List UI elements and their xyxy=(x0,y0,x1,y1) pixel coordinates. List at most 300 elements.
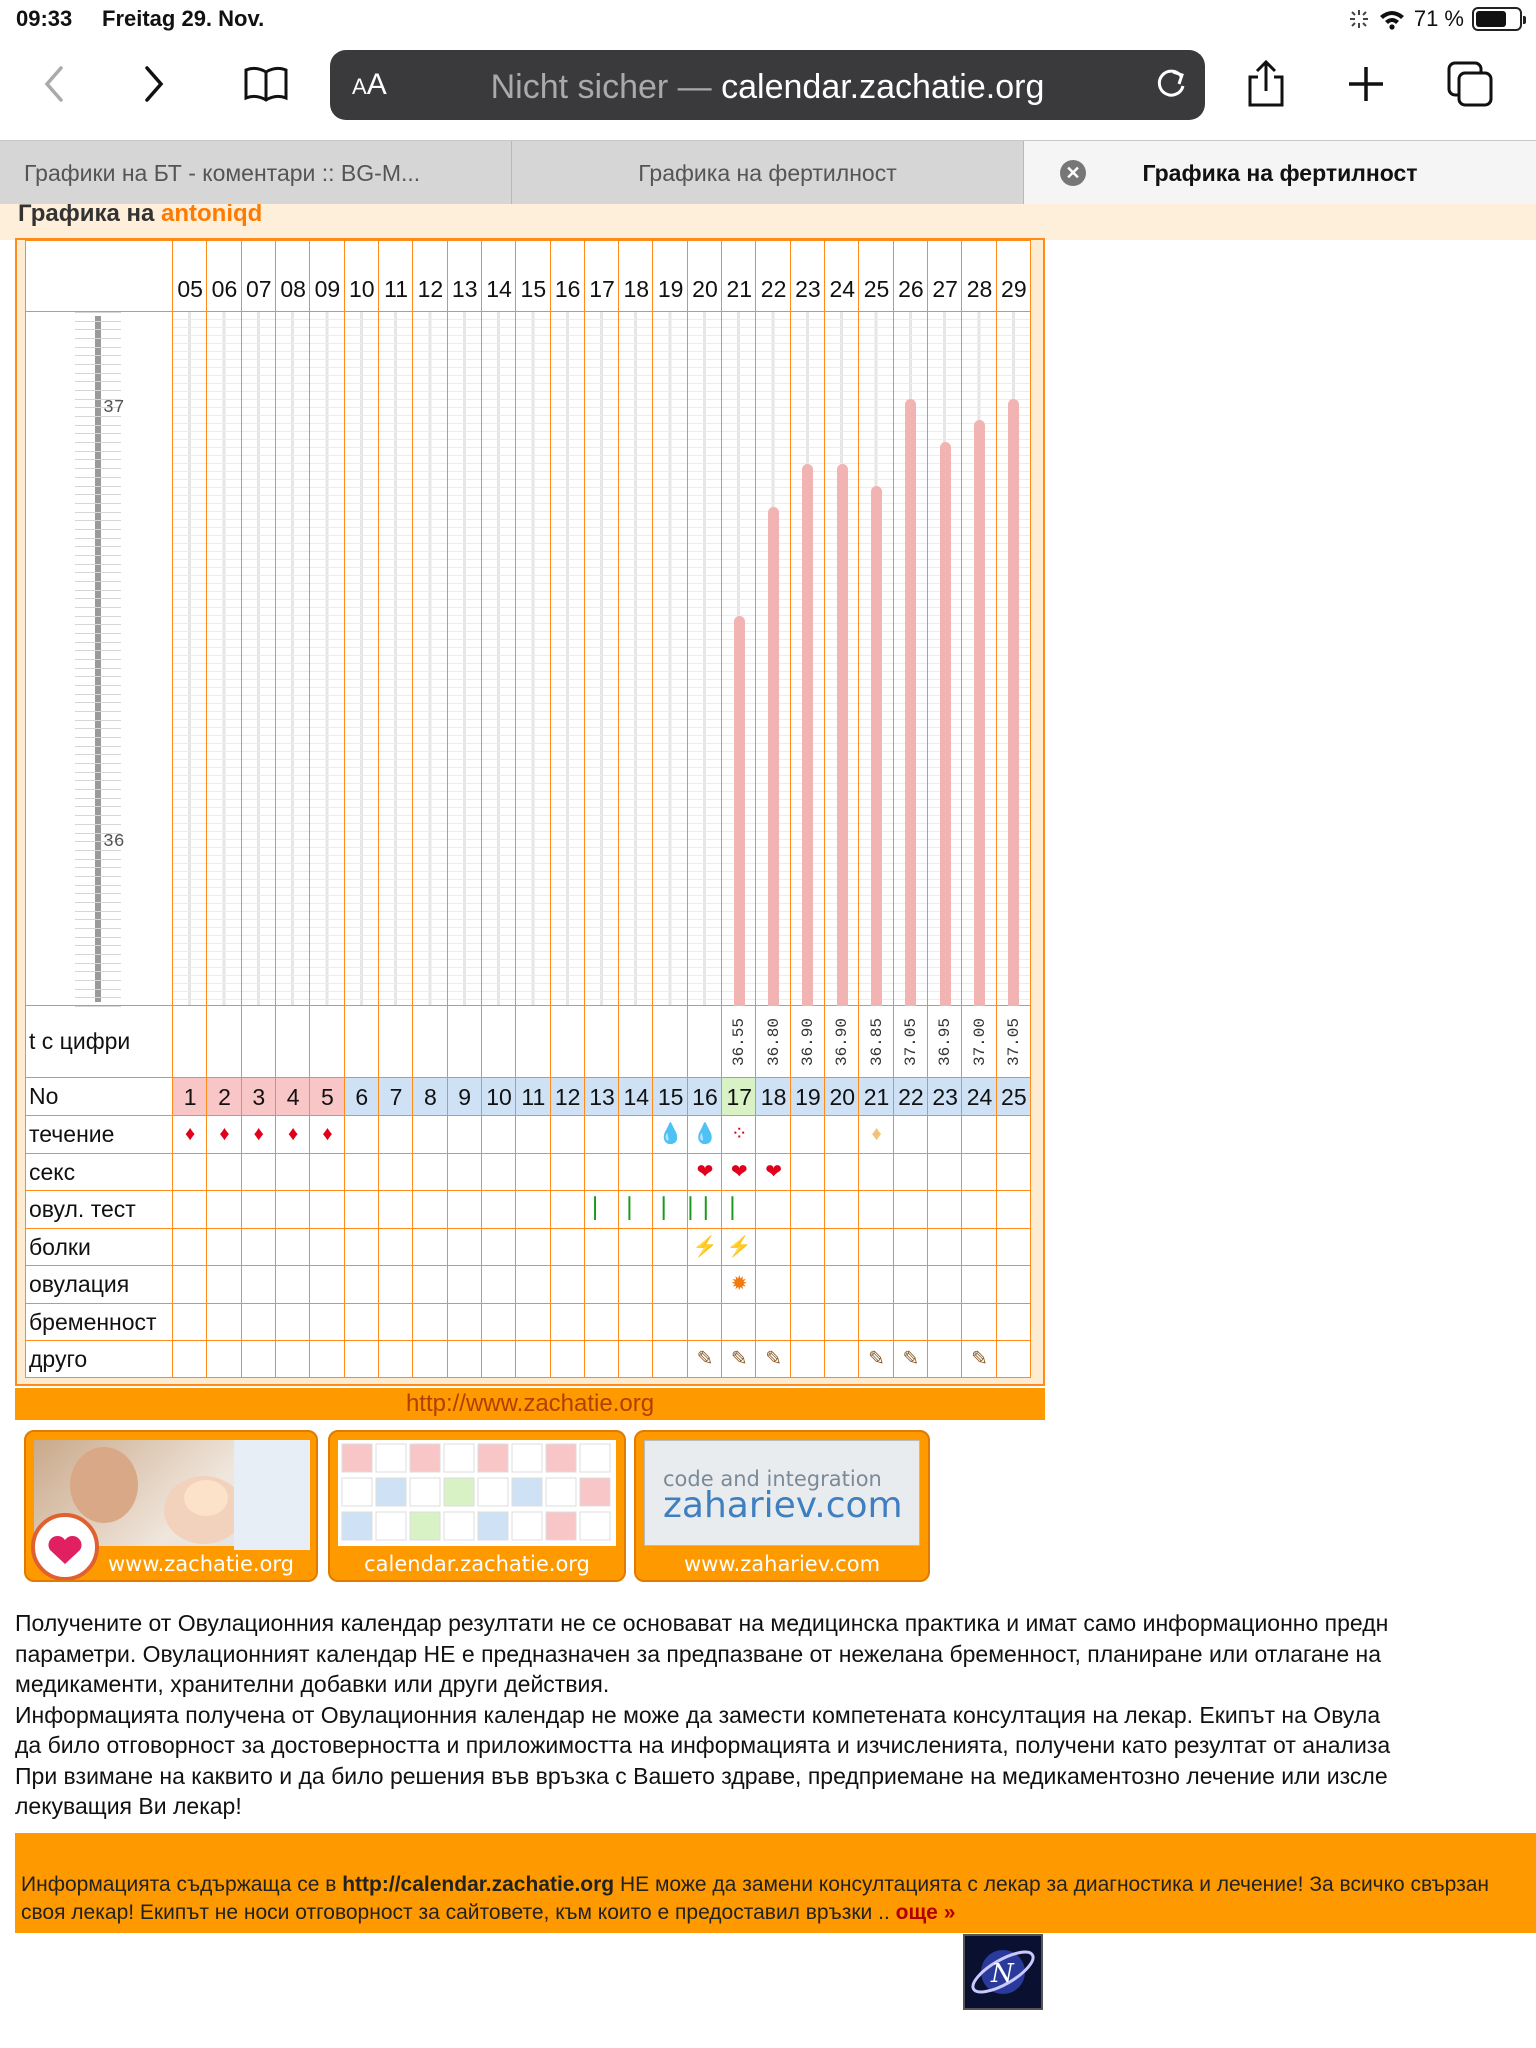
back-button[interactable] xyxy=(24,54,84,114)
flow-cell[interactable] xyxy=(619,1116,653,1154)
scale-tick xyxy=(75,624,121,625)
ovulation-cell[interactable] xyxy=(756,1266,790,1304)
flow-cell[interactable] xyxy=(482,1116,516,1154)
thumb-cell xyxy=(546,1444,576,1472)
other-cell[interactable] xyxy=(413,1341,447,1378)
sex-cell[interactable] xyxy=(207,1154,241,1191)
sex-cell[interactable] xyxy=(894,1154,928,1191)
pregnancy-cell[interactable] xyxy=(756,1304,790,1341)
other-cell[interactable] xyxy=(928,1341,962,1378)
scale-tick xyxy=(75,468,121,469)
sex-cell[interactable] xyxy=(551,1154,585,1191)
chart-cell xyxy=(619,312,653,1006)
tab-fertility-1[interactable] xyxy=(512,141,1024,205)
sex-cell[interactable] xyxy=(173,1154,207,1191)
ovulation-cell[interactable] xyxy=(585,1266,619,1304)
disclaimer-line: лекуващия Ви лекар! xyxy=(15,1793,242,1819)
other-cell[interactable] xyxy=(207,1341,241,1378)
pregnancy-cell[interactable] xyxy=(379,1304,413,1341)
ovulation-cell[interactable] xyxy=(413,1266,447,1304)
cycle-day-number: 5 xyxy=(321,1084,334,1110)
day-label: 10 xyxy=(348,276,375,302)
other-cell[interactable] xyxy=(173,1341,207,1378)
temp-cell[interactable] xyxy=(619,1006,653,1078)
banner-calendar[interactable] xyxy=(328,1430,626,1582)
other-cell[interactable] xyxy=(997,1341,1031,1378)
pregnancy-cell[interactable] xyxy=(619,1304,653,1341)
other-cell[interactable] xyxy=(585,1341,619,1378)
pain-cell[interactable] xyxy=(516,1229,550,1266)
scale-tick xyxy=(75,694,121,695)
pregnancy-cell[interactable] xyxy=(345,1304,379,1341)
disclaimer-line: Информацията получена от Овулационния календар не може да замести компетената консултация на лекар. Екипът на Овула xyxy=(15,1701,1381,1728)
new-tab-button[interactable] xyxy=(1336,54,1396,114)
ovulation-cell[interactable] xyxy=(997,1266,1031,1304)
pain-cell[interactable] xyxy=(619,1229,653,1266)
day-label: 16 xyxy=(554,276,581,302)
temp-cell[interactable] xyxy=(585,1006,619,1078)
thumb-cell xyxy=(546,1478,576,1506)
temperature-value: 36.95 xyxy=(936,1018,955,1067)
temperature-bar xyxy=(871,486,882,1007)
thumb-cell xyxy=(410,1444,440,1472)
sex-cell[interactable] xyxy=(928,1154,962,1191)
ovulation-cell[interactable] xyxy=(379,1266,413,1304)
flow-cell[interactable] xyxy=(962,1116,996,1154)
temperature-bar xyxy=(734,616,745,1006)
scale-tick xyxy=(75,702,121,703)
sex-label: секс xyxy=(29,1158,76,1185)
pain-cell[interactable] xyxy=(928,1229,962,1266)
flow-cell[interactable] xyxy=(345,1116,379,1154)
pain-cell[interactable] xyxy=(242,1229,276,1266)
pain-cell[interactable] xyxy=(791,1229,825,1266)
ovtest-cell[interactable] xyxy=(997,1191,1031,1229)
sex-cell[interactable] xyxy=(448,1154,482,1191)
blood-drop-icon: ♦ xyxy=(253,1123,264,1145)
ovtest-cell[interactable] xyxy=(379,1191,413,1229)
sex-cell[interactable] xyxy=(516,1154,550,1191)
other-cell[interactable] xyxy=(345,1341,379,1378)
chart-cell xyxy=(585,312,619,1006)
scale-tick xyxy=(75,885,121,886)
banner-caption: www.zahariev.com xyxy=(683,1552,881,1576)
ovulation-cell[interactable] xyxy=(825,1266,859,1304)
temp-digits-label: t с цифри xyxy=(29,1028,131,1054)
close-icon[interactable]: ✕ xyxy=(1060,160,1086,186)
pregnancy-cell[interactable] xyxy=(928,1304,962,1341)
day-label: 20 xyxy=(692,276,718,302)
ovtest-cell[interactable] xyxy=(242,1191,276,1229)
day-label: 14 xyxy=(486,276,512,302)
day-label: 21 xyxy=(726,276,753,302)
plus-icon xyxy=(1346,64,1386,104)
tab-fertility-active[interactable] xyxy=(1024,141,1536,205)
ovulation-cell[interactable] xyxy=(619,1266,653,1304)
pain-cell[interactable] xyxy=(653,1229,687,1266)
pregnancy-cell[interactable] xyxy=(688,1304,722,1341)
notice-line-1 xyxy=(21,1873,1489,1897)
ovtest-cell[interactable] xyxy=(756,1191,790,1229)
banner-zahariev[interactable] xyxy=(634,1430,930,1582)
ovtest-cell[interactable] xyxy=(962,1191,996,1229)
flow-cell[interactable] xyxy=(997,1116,1031,1154)
flow-cell[interactable] xyxy=(894,1116,928,1154)
scale-tick xyxy=(75,616,121,617)
pregnancy-cell[interactable] xyxy=(516,1304,550,1341)
scale-tick xyxy=(75,494,121,495)
water-drop-icon: 💧 xyxy=(658,1123,684,1145)
temperature-value: 37.00 xyxy=(970,1018,989,1067)
other-cell[interactable] xyxy=(619,1341,653,1378)
banner-zachatie[interactable] xyxy=(24,1430,318,1582)
heart-icon: ❤ xyxy=(730,1161,748,1183)
scale-tick xyxy=(75,806,121,807)
flow-cell[interactable] xyxy=(756,1116,790,1154)
disclaimer-text xyxy=(15,1608,1536,1822)
chart-cell xyxy=(242,312,276,1006)
ovulation-cell[interactable] xyxy=(207,1266,241,1304)
scale-tick xyxy=(75,650,121,651)
temp-cell[interactable] xyxy=(345,1006,379,1078)
scale-tick xyxy=(75,780,121,781)
scale-tick xyxy=(75,728,121,729)
other-cell[interactable] xyxy=(276,1341,310,1378)
pregnancy-cell[interactable] xyxy=(276,1304,310,1341)
pain-cell[interactable] xyxy=(859,1229,893,1266)
scale-tick xyxy=(75,859,121,860)
share-icon xyxy=(1244,59,1288,109)
battery-percent: 71 % xyxy=(1413,6,1464,31)
ovtest-cell[interactable] xyxy=(928,1191,962,1229)
battery-icon xyxy=(1472,7,1522,31)
tab-bg-charts[interactable] xyxy=(0,141,512,205)
sex-cell[interactable] xyxy=(791,1154,825,1191)
scale-tick xyxy=(75,564,121,565)
scale-tick xyxy=(75,347,121,348)
thumb-cell xyxy=(512,1478,542,1506)
temperature-value: 36.55 xyxy=(730,1018,749,1067)
flow-label: течение xyxy=(29,1121,115,1147)
sex-cell[interactable] xyxy=(859,1154,893,1191)
pain-cell[interactable] xyxy=(413,1229,447,1266)
temp-cell[interactable] xyxy=(379,1006,413,1078)
address-bar[interactable] xyxy=(330,50,1205,120)
thumb-cell xyxy=(376,1478,406,1506)
pregnancy-cell[interactable] xyxy=(310,1304,344,1341)
pain-cell[interactable] xyxy=(482,1229,516,1266)
temp-cell[interactable] xyxy=(310,1006,344,1078)
ovtest-cell[interactable] xyxy=(791,1191,825,1229)
chart-cell xyxy=(379,312,413,1006)
chart-cell xyxy=(173,312,207,1006)
day-label: 24 xyxy=(829,276,856,302)
ovtest-cell[interactable] xyxy=(482,1191,516,1229)
pregnancy-cell[interactable] xyxy=(894,1304,928,1341)
sex-cell[interactable] xyxy=(310,1154,344,1191)
day-label: 23 xyxy=(795,276,821,302)
sex-cell[interactable] xyxy=(413,1154,447,1191)
temp-cell[interactable] xyxy=(653,1006,687,1078)
test-positive-icon: ▏▏ xyxy=(689,1198,721,1220)
temp-cell[interactable] xyxy=(173,1006,207,1078)
ovulation-cell[interactable] xyxy=(894,1266,928,1304)
flow-cell[interactable] xyxy=(928,1116,962,1154)
site-logo[interactable] xyxy=(963,1934,1043,2010)
cycle-day-number: 6 xyxy=(355,1084,369,1110)
scale-tick xyxy=(75,928,121,929)
bookmarks-button[interactable] xyxy=(236,54,296,114)
pain-cell[interactable] xyxy=(379,1229,413,1266)
temp-cell[interactable] xyxy=(448,1006,482,1078)
ovtest-cell[interactable] xyxy=(345,1191,379,1229)
scale-tick xyxy=(75,746,121,747)
scale-tick xyxy=(75,824,121,825)
test-negative-icon: ▏ xyxy=(662,1198,679,1220)
scale-tick xyxy=(75,459,121,460)
scale-tick xyxy=(75,685,121,686)
sex-cell[interactable] xyxy=(482,1154,516,1191)
ovtest-cell[interactable] xyxy=(516,1191,550,1229)
day-label: 07 xyxy=(245,276,272,302)
day-label: 18 xyxy=(623,276,650,302)
tab-label: Графика на фертилност xyxy=(638,160,897,186)
sex-cell[interactable] xyxy=(997,1154,1031,1191)
flow-cell[interactable] xyxy=(516,1116,550,1154)
pain-cell[interactable] xyxy=(448,1229,482,1266)
pain-cell[interactable] xyxy=(345,1229,379,1266)
more-link[interactable]: още » xyxy=(895,1901,956,1924)
pregnancy-cell[interactable] xyxy=(207,1304,241,1341)
tabs-icon xyxy=(1445,59,1495,109)
chart-cell xyxy=(207,312,241,1006)
other-cell[interactable] xyxy=(825,1341,859,1378)
scale-tick xyxy=(75,555,121,556)
reader-aa-button[interactable]: AA xyxy=(352,68,387,101)
sex-cell[interactable] xyxy=(379,1154,413,1191)
ovulation-cell[interactable] xyxy=(310,1266,344,1304)
pain-cell[interactable] xyxy=(962,1229,996,1266)
pain-cell[interactable] xyxy=(825,1229,859,1266)
day-label: 28 xyxy=(966,276,993,302)
ovulation-cell[interactable] xyxy=(276,1266,310,1304)
ovulation-cell[interactable] xyxy=(242,1266,276,1304)
pencil-icon: ✎ xyxy=(696,1348,714,1370)
temp-cell[interactable] xyxy=(413,1006,447,1078)
share-button[interactable] xyxy=(1236,54,1296,114)
ovulation-cell[interactable] xyxy=(551,1266,585,1304)
sex-cell[interactable] xyxy=(619,1154,653,1191)
day-label: 05 xyxy=(177,276,203,302)
other-cell[interactable] xyxy=(482,1341,516,1378)
flow-cell[interactable] xyxy=(379,1116,413,1154)
pain-cell[interactable] xyxy=(756,1229,790,1266)
pain-cell[interactable] xyxy=(894,1229,928,1266)
ovulation-cell[interactable] xyxy=(448,1266,482,1304)
ovulation-cell[interactable] xyxy=(859,1266,893,1304)
ovtest-cell[interactable] xyxy=(310,1191,344,1229)
pregnancy-cell[interactable] xyxy=(551,1304,585,1341)
sex-cell[interactable] xyxy=(345,1154,379,1191)
ovulation-cell[interactable] xyxy=(653,1266,687,1304)
pregnancy-cell[interactable] xyxy=(825,1304,859,1341)
other-cell[interactable] xyxy=(653,1341,687,1378)
other-cell[interactable] xyxy=(516,1341,550,1378)
scale-tick xyxy=(75,754,121,755)
ovtest-cell[interactable] xyxy=(859,1191,893,1229)
chart-cell xyxy=(345,312,379,1006)
pain-cell[interactable] xyxy=(551,1229,585,1266)
ovtest-cell[interactable] xyxy=(276,1191,310,1229)
pregnancy-cell[interactable] xyxy=(962,1304,996,1341)
pencil-icon: ✎ xyxy=(971,1348,988,1370)
scale-tick xyxy=(75,867,121,868)
chart-cell xyxy=(688,312,722,1006)
flow-cell[interactable] xyxy=(448,1116,482,1154)
chevron-right-icon xyxy=(139,64,169,104)
blood-drop-icon: ♦ xyxy=(185,1123,196,1145)
pain-cell[interactable] xyxy=(310,1229,344,1266)
pain-cell[interactable] xyxy=(276,1229,310,1266)
pain-cell[interactable] xyxy=(585,1229,619,1266)
disclaimer-line: да било отговорност за достоверността и приложимостта на информацията и изчисленията, получени като резултат от анализа xyxy=(15,1732,1391,1758)
ovulation-cell[interactable] xyxy=(962,1266,996,1304)
scale-tick xyxy=(75,598,121,599)
url-text[interactable] xyxy=(330,68,1205,107)
other-cell[interactable] xyxy=(448,1341,482,1378)
scale-tick xyxy=(75,390,121,391)
thumb-cell xyxy=(580,1444,610,1472)
ovtest-cell[interactable] xyxy=(207,1191,241,1229)
pregnancy-cell[interactable] xyxy=(722,1304,756,1341)
test-negative-icon: ▏ xyxy=(594,1198,610,1220)
pain-cell[interactable] xyxy=(997,1229,1031,1266)
other-cell[interactable] xyxy=(242,1341,276,1378)
ovulation-cell[interactable] xyxy=(345,1266,379,1304)
ovtest-cell[interactable] xyxy=(173,1191,207,1229)
ovtest-cell[interactable] xyxy=(413,1191,447,1229)
tabs-overview-button[interactable] xyxy=(1440,54,1500,114)
ovtest-cell[interactable] xyxy=(551,1191,585,1229)
sex-cell[interactable] xyxy=(276,1154,310,1191)
cycle-day-number: 23 xyxy=(932,1084,958,1110)
ovulation-cell[interactable] xyxy=(173,1266,207,1304)
other-cell[interactable] xyxy=(379,1341,413,1378)
scale-tick xyxy=(75,520,121,521)
forward-button[interactable] xyxy=(124,54,184,114)
scale-tick xyxy=(75,919,121,920)
pregnancy-cell[interactable] xyxy=(482,1304,516,1341)
sex-cell[interactable] xyxy=(585,1154,619,1191)
zahariev-logo xyxy=(644,1440,920,1546)
temp-cell[interactable] xyxy=(551,1006,585,1078)
cycle-day-number: 15 xyxy=(657,1084,684,1110)
ovulation-cell[interactable] xyxy=(688,1266,722,1304)
book-icon xyxy=(243,66,289,102)
flow-cell[interactable] xyxy=(825,1116,859,1154)
sex-cell[interactable] xyxy=(653,1154,687,1191)
notice-line-2 xyxy=(21,1901,955,1925)
scale-tick xyxy=(75,329,121,330)
thumb-cell xyxy=(546,1512,576,1540)
cycle-day-number: 1 xyxy=(183,1084,197,1110)
pregnancy-cell[interactable] xyxy=(413,1304,447,1341)
temp-cell[interactable] xyxy=(688,1006,722,1078)
pregnancy-cell[interactable] xyxy=(242,1304,276,1341)
day-label: 09 xyxy=(314,276,341,302)
scale-tick xyxy=(75,737,121,738)
flow-cell[interactable] xyxy=(791,1116,825,1154)
thumb-cell xyxy=(512,1512,542,1540)
banner-caption: www.zachatie.org xyxy=(108,1552,294,1576)
footer-link-text[interactable]: http://www.zachatie.org xyxy=(405,1390,655,1417)
scale-tick xyxy=(75,798,121,799)
ovtest-cell[interactable] xyxy=(825,1191,859,1229)
status-date: Freitag 29. Nov. xyxy=(102,6,265,31)
scale-tick xyxy=(75,503,121,504)
scale-tick xyxy=(75,971,121,972)
reload-button[interactable] xyxy=(1151,64,1191,109)
flow-cell[interactable] xyxy=(551,1116,585,1154)
sex-cell[interactable] xyxy=(962,1154,996,1191)
pregnancy-cell[interactable] xyxy=(448,1304,482,1341)
other-cell[interactable] xyxy=(791,1341,825,1378)
pregnancy-cell[interactable] xyxy=(653,1304,687,1341)
sex-cell[interactable] xyxy=(825,1154,859,1191)
sex-cell[interactable] xyxy=(242,1154,276,1191)
temp-cell[interactable] xyxy=(516,1006,550,1078)
flow-cell[interactable] xyxy=(585,1116,619,1154)
pain-cell[interactable] xyxy=(207,1229,241,1266)
ovtest-cell[interactable] xyxy=(448,1191,482,1229)
spotting-icon: ⁘ xyxy=(730,1123,748,1145)
pregnancy-cell[interactable] xyxy=(859,1304,893,1341)
username-link[interactable]: antoniqd xyxy=(161,204,263,227)
ovulation-cell[interactable] xyxy=(928,1266,962,1304)
cycle-day-number: 20 xyxy=(829,1084,856,1110)
chart-footer-link[interactable] xyxy=(15,1388,1045,1420)
temp-cell[interactable] xyxy=(482,1006,516,1078)
temp-cell[interactable] xyxy=(207,1006,241,1078)
pain-cell[interactable] xyxy=(173,1229,207,1266)
ovulation-cell[interactable] xyxy=(791,1266,825,1304)
activity-icon xyxy=(1348,8,1370,30)
other-cell[interactable] xyxy=(310,1341,344,1378)
thumb-cell xyxy=(342,1444,372,1472)
pregnancy-cell[interactable] xyxy=(173,1304,207,1341)
temp-cell[interactable] xyxy=(276,1006,310,1078)
pregnancy-cell[interactable] xyxy=(791,1304,825,1341)
reload-icon xyxy=(1151,64,1191,104)
ovulation-cell[interactable] xyxy=(516,1266,550,1304)
ovtest-cell[interactable] xyxy=(894,1191,928,1229)
flow-cell[interactable] xyxy=(413,1116,447,1154)
scale-tick xyxy=(75,963,121,964)
pregnancy-cell[interactable] xyxy=(585,1304,619,1341)
thumb-cell xyxy=(410,1478,440,1506)
temperature-bar xyxy=(974,420,985,1006)
day-label: 25 xyxy=(863,276,890,302)
temperature-bar xyxy=(940,442,951,1006)
scale-tick xyxy=(75,676,121,677)
pregnancy-cell[interactable] xyxy=(997,1304,1031,1341)
ovulation-cell[interactable] xyxy=(482,1266,516,1304)
notice-link[interactable]: http://calendar.zachatie.org xyxy=(342,1873,615,1896)
url-host: calendar.zachatie.org xyxy=(721,68,1045,106)
other-cell[interactable] xyxy=(551,1341,585,1378)
temp-cell[interactable] xyxy=(242,1006,276,1078)
day-label: 26 xyxy=(898,276,924,302)
